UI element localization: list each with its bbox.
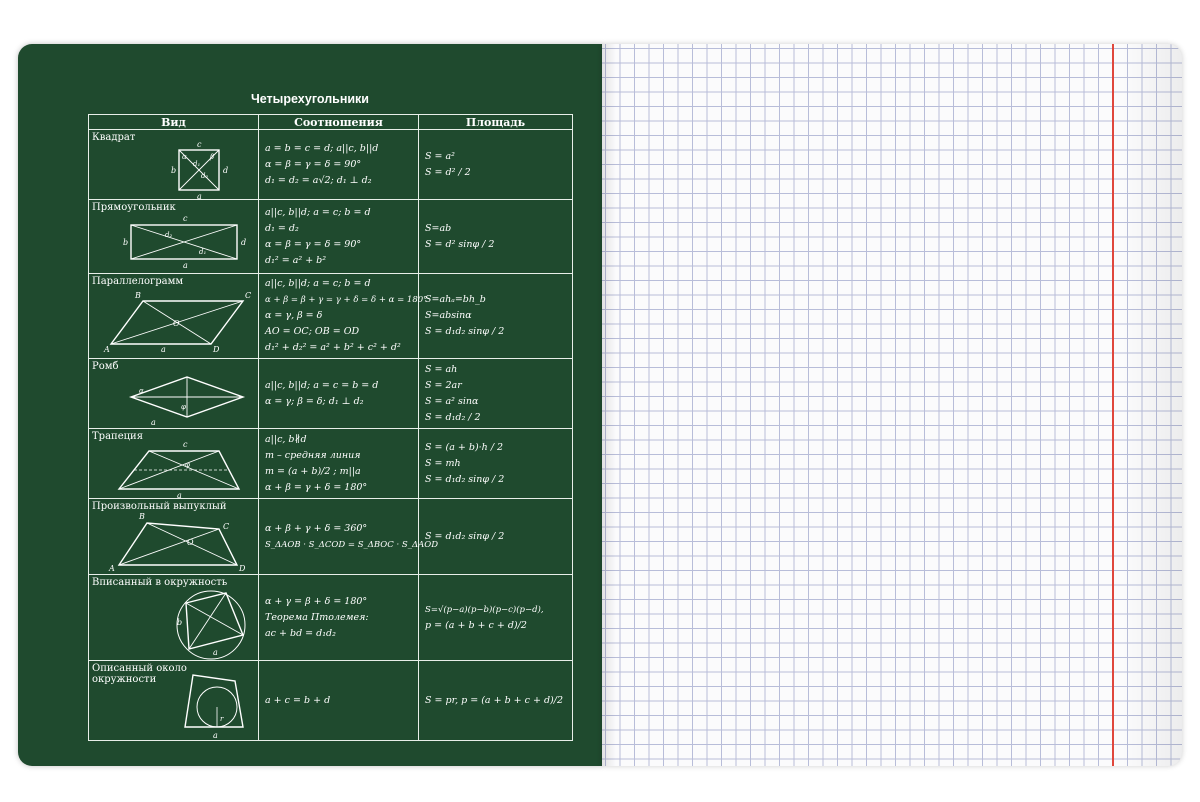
svg-text:d₁: d₁: [199, 248, 207, 256]
svg-text:C: C: [223, 522, 230, 531]
convex-quadrilateral-figure: [89, 499, 259, 575]
page-shade: [1122, 44, 1182, 766]
svg-text:d₂: d₂: [165, 231, 173, 239]
table-row: [89, 359, 573, 429]
area-cell: S = d₁d₂ sinφ / 2: [419, 499, 573, 575]
figure-name: Вписанный в окружность: [92, 577, 228, 588]
area-cell: S = pr, p = (a + b + c + d)/2: [419, 661, 573, 741]
svg-text:a: a: [177, 491, 182, 499]
svg-text:d₂: d₂: [201, 172, 209, 180]
svg-text:c: c: [197, 140, 202, 149]
figure-name: Произвольный выпуклый: [92, 501, 227, 512]
table-row: [89, 274, 573, 359]
margin-line: [1112, 44, 1114, 766]
area-cell: S = ah S = 2ar S = a² sinα S = d₁d₂ / 2: [419, 359, 573, 429]
figure-cell: [89, 274, 259, 359]
relations-cell: a||c, b∦d m – средняя линия m = (a + b)/2 ; m||a α + β = γ + δ = 180°: [259, 429, 419, 499]
table-row: [89, 130, 573, 200]
svg-text:φ: φ: [181, 403, 186, 411]
notebook-cover: [18, 44, 602, 766]
svg-text:d: d: [223, 166, 229, 175]
inscribed-quadrilateral-figure: [89, 575, 259, 661]
circumscribed-quadrilateral-figure: [89, 661, 259, 741]
page-title: Четырехугольники: [250, 92, 369, 106]
area-cell: S = a² S = d² / 2: [419, 130, 573, 200]
svg-text:β: β: [210, 153, 215, 161]
figure-cell: [89, 661, 259, 741]
figure-name: Прямоугольник: [92, 202, 176, 213]
relations-cell: a||c, b||d; a = c; b = d α + β = β + γ = γ + δ = δ + α = 180° α = γ, β = δ AO = OC; OB = OD d₁² + d₂² = a² + b² + c² + d²: [259, 274, 419, 359]
header-vid: Вид: [89, 115, 259, 130]
figure-cell: [89, 429, 259, 499]
trapezoid-figure: [89, 429, 259, 499]
svg-text:C: C: [245, 291, 252, 300]
figure-cell: [89, 200, 259, 274]
svg-text:B: B: [139, 512, 145, 521]
header-relations: Соотношения: [259, 115, 419, 130]
svg-text:c: c: [183, 440, 188, 449]
rhombus-figure: [89, 359, 259, 429]
svg-text:a: a: [213, 731, 218, 740]
svg-text:d: d: [241, 238, 247, 247]
svg-text:c: c: [183, 214, 188, 223]
table-header-row: [89, 115, 573, 130]
relations-cell: a||c, b||d; a = c; b = d d₁ = d₂ α = β = γ = δ = 90° d₁² = a² + b²: [259, 200, 419, 274]
relations-cell: a||c, b||d; a = c = b = d α = γ; β = δ; d₁ ⊥ d₂: [259, 359, 419, 429]
relations-cell: α + β + γ + δ = 360° S_ΔAOB · S_ΔCOD = S_ΔBOC · S_ΔAOD: [259, 499, 419, 575]
svg-text:d₁: d₁: [193, 160, 201, 168]
header-area: Площадь: [419, 115, 573, 130]
svg-text:D: D: [213, 345, 220, 354]
svg-text:b: b: [177, 618, 183, 627]
rectangle-figure: [89, 200, 259, 274]
area-cell: S=ab S = d² sinφ / 2: [419, 200, 573, 274]
figure-name: Ромб: [92, 361, 119, 372]
svg-text:r: r: [220, 715, 224, 723]
square-figure: [89, 130, 259, 200]
svg-text:D: D: [239, 564, 246, 573]
svg-text:b: b: [171, 166, 177, 175]
svg-text:O: O: [187, 538, 194, 547]
table-row: [89, 575, 573, 661]
figure-cell: [89, 130, 259, 200]
svg-text:A: A: [104, 345, 110, 354]
table-row: [89, 499, 573, 575]
svg-text:a: a: [161, 345, 166, 354]
svg-text:A: A: [109, 564, 115, 573]
area-cell: S = (a + b)·h / 2 S = mh S = d₁d₂ sinφ / 2: [419, 429, 573, 499]
area-cell: S=√(p−a)(p−b)(p−c)(p−d), p = (a + b + c + d)/2: [419, 575, 573, 661]
svg-text:a: a: [197, 192, 202, 200]
grid-paper-page: [602, 44, 1182, 766]
figure-name: Параллелограмм: [92, 276, 184, 287]
figure-name: Описанный около окружности: [92, 663, 187, 685]
svg-text:α: α: [139, 387, 144, 395]
svg-text:a: a: [183, 261, 188, 270]
parallelogram-figure: [89, 274, 259, 354]
svg-text:φ: φ: [185, 461, 190, 469]
figure-name: Трапеция: [92, 431, 144, 442]
table-row: [89, 200, 573, 274]
svg-text:α: α: [182, 153, 187, 161]
figure-cell: [89, 359, 259, 429]
relations-cell: α + γ = β + δ = 180° Теорема Птолемея: ac + bd = d₁d₂: [259, 575, 419, 661]
svg-text:b: b: [123, 238, 129, 247]
svg-text:B: B: [135, 291, 141, 300]
area-cell: S=ahₐ=bh_b S=absinα S = d₁d₂ sinφ / 2: [419, 274, 573, 359]
quadrilaterals-table: [88, 114, 573, 741]
svg-text:a: a: [151, 418, 156, 427]
svg-text:O: O: [173, 319, 180, 328]
relations-cell: a = b = c = d; a||c, b||d α = β = γ = δ = 90° d₁ = d₂ = a√2; d₁ ⊥ d₂: [259, 130, 419, 200]
figure-name: Квадрат: [92, 132, 136, 143]
relations-cell: a + c = b + d: [259, 661, 419, 741]
figure-cell: [89, 499, 259, 575]
table-row: [89, 429, 573, 499]
svg-text:a: a: [213, 648, 218, 657]
table-row: [89, 661, 573, 741]
figure-cell: [89, 575, 259, 661]
